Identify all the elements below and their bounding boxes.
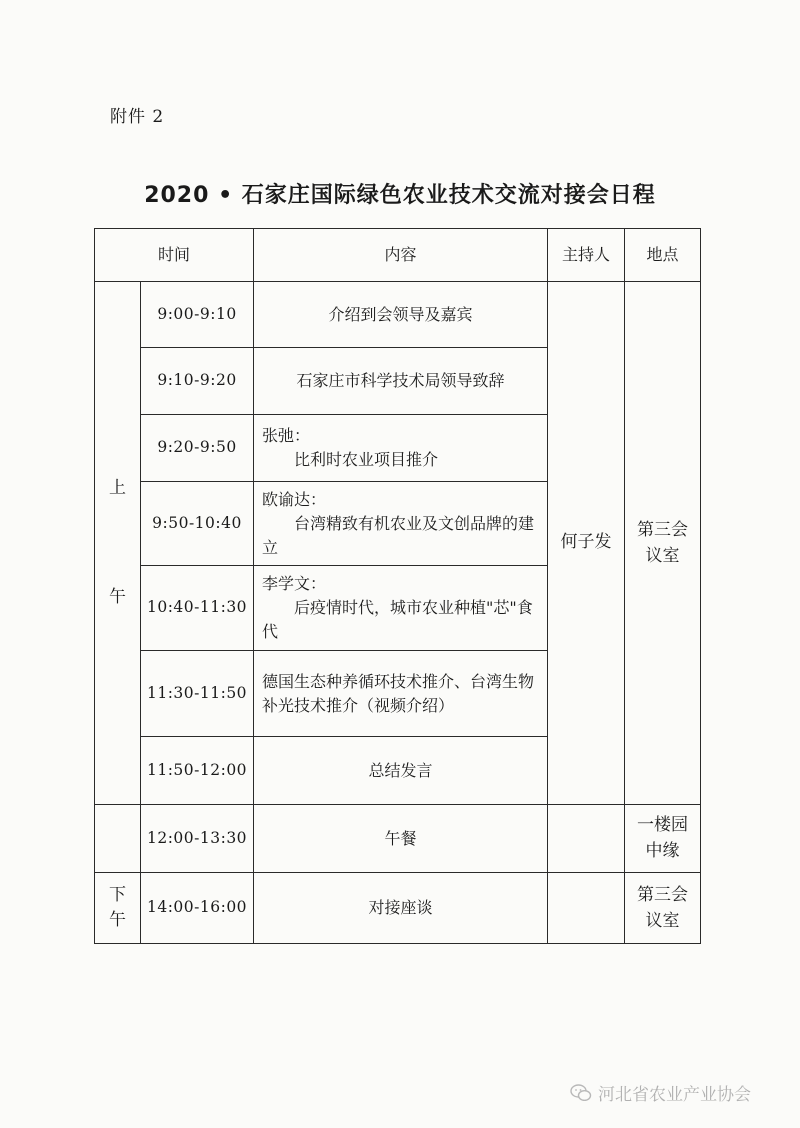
period-morning bbox=[95, 282, 141, 805]
table-row-afternoon bbox=[95, 873, 701, 944]
time-cell: 9:50-10:40 bbox=[141, 482, 254, 566]
period-empty bbox=[95, 805, 141, 873]
time-cell: 9:10-9:20 bbox=[141, 348, 254, 415]
speaker-name: 张弛： bbox=[262, 426, 311, 445]
table-row-lunch bbox=[95, 805, 701, 873]
host-empty bbox=[548, 873, 625, 944]
content-cell bbox=[254, 415, 548, 482]
time-cell: 9:00-9:10 bbox=[141, 282, 254, 348]
speaker-name: 李学文： bbox=[262, 574, 327, 593]
header-host: 主持人 bbox=[548, 229, 625, 282]
content-cell: 总结发言 bbox=[254, 737, 548, 805]
header-time: 时间 bbox=[95, 229, 254, 282]
location-cell bbox=[625, 873, 701, 944]
content-cell: 德国生态种养循环技术推介、台湾生物补光技术推介（视频介绍） bbox=[254, 651, 548, 737]
time-cell: 9:20-9:50 bbox=[141, 415, 254, 482]
wechat-icon bbox=[570, 1084, 592, 1102]
table-row bbox=[95, 282, 701, 348]
time-cell: 14:00-16:00 bbox=[141, 873, 254, 944]
header-location: 地点 bbox=[625, 229, 701, 282]
host-cell: 何子发 bbox=[548, 282, 625, 805]
period-afternoon-top: 下 bbox=[109, 885, 126, 906]
content-cell bbox=[254, 566, 548, 651]
attachment-label: 附件 2 bbox=[110, 107, 165, 127]
speaker-name: 欧谕达： bbox=[262, 489, 327, 509]
content-cell: 石家庄市科学技术局领导致辞 bbox=[254, 348, 548, 415]
watermark bbox=[570, 1080, 751, 1105]
period-morning-top: 上 bbox=[109, 477, 126, 498]
watermark-text: 河北省农业产业协会 bbox=[598, 1085, 751, 1105]
time-cell: 10:40-11:30 bbox=[141, 566, 254, 651]
content-cell: 对接座谈 bbox=[254, 873, 548, 944]
content-cell: 午餐 bbox=[254, 805, 548, 873]
host-empty bbox=[548, 805, 625, 873]
header-content: 内容 bbox=[254, 229, 548, 282]
location-cell bbox=[625, 282, 701, 805]
location-cell bbox=[625, 805, 701, 873]
table-header-row bbox=[95, 229, 701, 282]
time-cell: 11:50-12:00 bbox=[141, 737, 254, 805]
time-cell: 11:30-11:50 bbox=[141, 651, 254, 737]
content-cell: 介绍到会领导及嘉宾 bbox=[254, 282, 548, 348]
period-morning-bottom: 午 bbox=[109, 587, 126, 607]
time-cell: 12:00-13:30 bbox=[141, 805, 254, 873]
talk-title: 后疫情时代，城市农业种植"芯"食代 bbox=[262, 598, 533, 641]
talk-title: 比利时农业项目推介 bbox=[294, 450, 439, 469]
document-title: 2020 • 石家庄国际绿色农业技术交流对接会日程 bbox=[144, 183, 656, 208]
location-text: 第三会议室 bbox=[637, 519, 689, 566]
schedule-table bbox=[94, 228, 701, 944]
content-cell bbox=[254, 482, 548, 566]
location-text: 一楼园中缘 bbox=[637, 815, 689, 862]
location-text: 第三会议室 bbox=[637, 884, 689, 931]
talk-title: 台湾精致有机农业及文创品牌的建立 bbox=[262, 513, 535, 557]
period-afternoon bbox=[95, 873, 141, 944]
period-afternoon-bottom: 午 bbox=[109, 910, 126, 930]
